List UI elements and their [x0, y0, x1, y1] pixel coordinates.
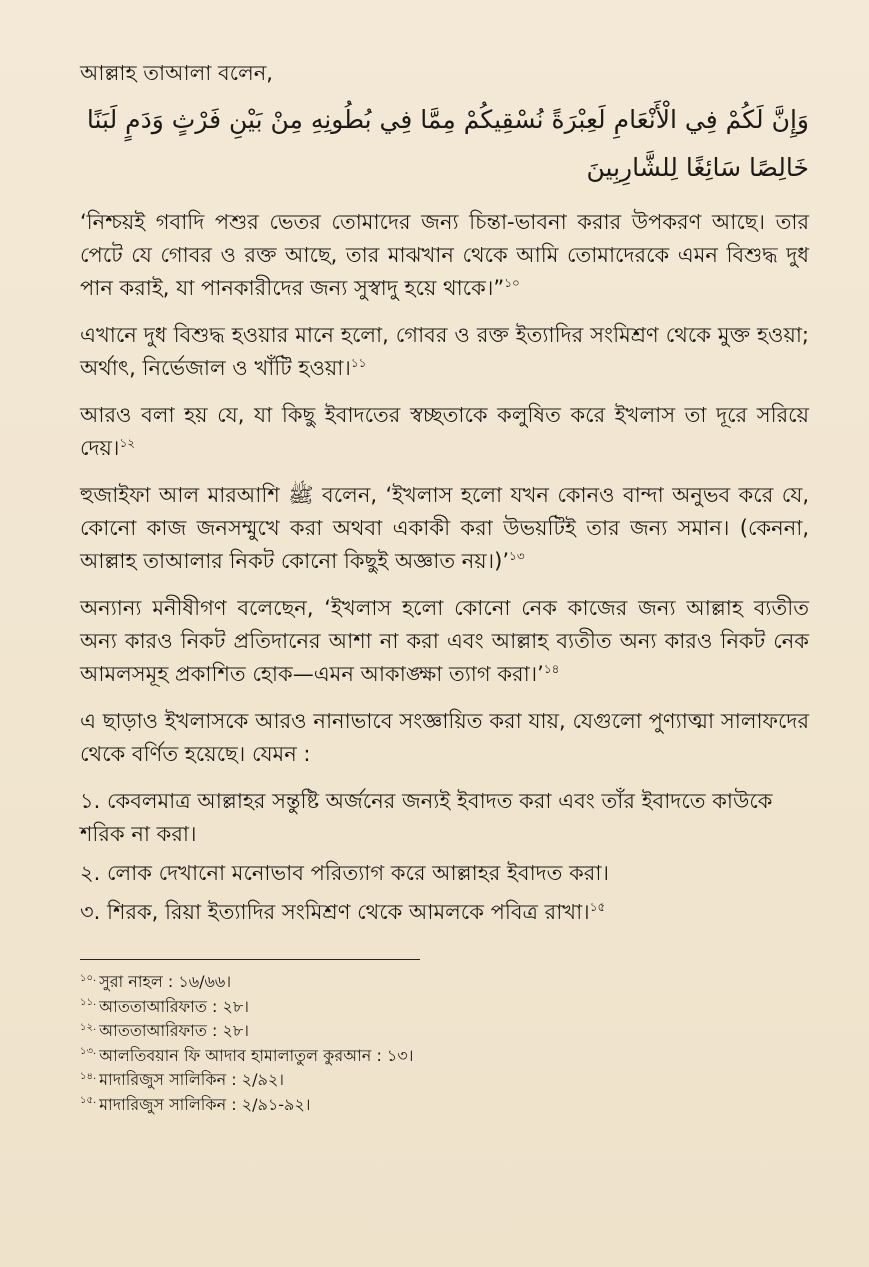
- paragraph: [80, 479, 809, 578]
- footnote-number: ১০.: [80, 972, 97, 984]
- body-text: [80, 206, 809, 771]
- footnote-number: ১২.: [80, 1021, 97, 1033]
- footnote-ref: ১৩: [509, 549, 525, 563]
- list-item-text: ২. লোক দেখানো মনোভাব পরিত্যাগ করে আল্লাহর ইবাদত করা।: [80, 861, 609, 885]
- footnote: [80, 1044, 809, 1069]
- list-item: [80, 785, 809, 851]
- footnote: [80, 970, 809, 995]
- paragraph-text: অন্যান্য মনীষীগণ বলেছেন, ‘ইখলাস হলো কোনো নেক কাজের জন্য আল্লাহ ব্যতীত অন্য কারও নিকট প্রতিদানের আশা না করা এবং আল্লাহ ব্যতীত অন্য কারও নিকট নেক আমলসমূহ প্রকাশিত হোক—এমন আকাঙ্ক্ষা ত্যাগ করা।’: [80, 596, 809, 686]
- list-item: [80, 857, 809, 890]
- paragraph-text: আরও বলা হয় যে, যা কিছু ইবাদতের স্বচ্ছতাকে কলুষিত করে ইখলাস তা দূরে সরিয়ে দেয়।: [80, 403, 809, 460]
- list-item-text: ১. কেবলমাত্র আল্লাহর সন্তুষ্টি অর্জনের জন্যই ইবাদত করা এবং তাঁর ইবাদতে কাউকে শরিক না করা।: [80, 789, 773, 846]
- footnote-text: মাদারিজুস সালিকিন : ২/৯১-৯২।: [99, 1094, 311, 1114]
- footnote-number: ১১.: [80, 997, 97, 1009]
- footnote: [80, 1093, 809, 1118]
- list-item-text: ৩. শিরক, রিয়া ইত্যাদির সংমিশ্রণ থেকে আমলকে পবিত্র রাখা।: [80, 900, 590, 924]
- quran-verse: وَإِنَّ لَكُمْ فِي الْأَنْعَامِ لَعِبْرَةً نُسْقِيكُمْ مِمَّا فِي بُطُونِهِ مِنْ بَيْنِ فَرْثٍ وَدَمٍ لَبَنًا خَالِصًا سَائِغًا لِلشَّارِبِينَ: [86, 105, 809, 182]
- footnotes: [80, 970, 809, 1117]
- footnote-text: আততাআরিফাত : ২৮।: [99, 1021, 249, 1040]
- footnote-divider: [80, 959, 420, 960]
- paragraph: [80, 399, 809, 465]
- footnote-ref: ১১: [350, 356, 367, 370]
- intro-line: আল্লাহ তাআলা বলেন,: [80, 61, 273, 85]
- footnote: [80, 1068, 809, 1093]
- paragraph-text: এখানে দুধ বিশুদ্ধ হওয়ার মানে হলো, গোবর ও রক্ত ইত্যাদির সংমিশ্রণ থেকে মুক্ত হওয়া; অর্থাৎ, নির্ভেজাল ও খাঁটি হওয়া।: [80, 323, 809, 380]
- footnote-text: মাদারিজুস সালিকিন : ২/৯২।: [99, 1070, 284, 1089]
- footnote-text: সুরা নাহল : ১৬/৬৬।: [99, 972, 232, 991]
- footnote-ref: ১৫: [589, 900, 606, 914]
- footnote-ref: ১২: [119, 436, 136, 450]
- paragraph-text: এ ছাড়াও ইখলাসকে আরও নানাভাবে সংজ্ঞায়িত করা যায়, যেগুলো পুণ্যাত্মা সালাফদের থেকে বর্ণিত হয়েছে। যেমন :: [80, 709, 809, 766]
- definition-list: [80, 785, 809, 929]
- paragraph: [80, 592, 809, 691]
- footnote-ref: ১৪: [543, 662, 560, 676]
- list-item: [80, 896, 809, 929]
- footnote-number: ১৫.: [80, 1095, 97, 1107]
- footnote: [80, 995, 809, 1020]
- paragraph: [80, 319, 809, 385]
- footnote-text: আলতিবয়ান ফি আদাব হামালাতুল কুরআন : ১৩।: [99, 1045, 414, 1065]
- paragraph: [80, 206, 809, 305]
- footnote: [80, 1019, 809, 1044]
- paragraph-text: ‘নিশ্চয়ই গবাদি পশুর ভেতর তোমাদের জন্য চিন্তা-ভাবনা করার উপকরণ আছে। তার পেটে যে গোবর ও রক্ত আছে, তার মাঝখান থেকে আমি তোমাদেরকে এমন বিশুদ্ধ দুধ পান করাই, যা পানকারীদের জন্য সুস্বাদু হয়ে থাকে।”: [80, 210, 809, 300]
- footnote-number: ১৪.: [80, 1070, 97, 1082]
- footnote-number: ১৩.: [80, 1046, 97, 1058]
- footnote-text: আততাআরিফাত : ২৮।: [99, 996, 249, 1016]
- footnote-ref: ১০: [504, 276, 520, 290]
- paragraph: [80, 705, 809, 771]
- paragraph-text: হুজাইফা আল মারআশি ﷺ বলেন, ‘ইখলাস হলো যখন কোনও বান্দা অনুভব করে যে, কোনো কাজ জনসম্মুখে করা অথবা একাকী করা উভয়টিই তার জন্য সমান। (কেননা, আল্লাহ তাআলার নিকট কোনো কিছুই অজ্ঞাত নয়।)’: [80, 483, 810, 573]
